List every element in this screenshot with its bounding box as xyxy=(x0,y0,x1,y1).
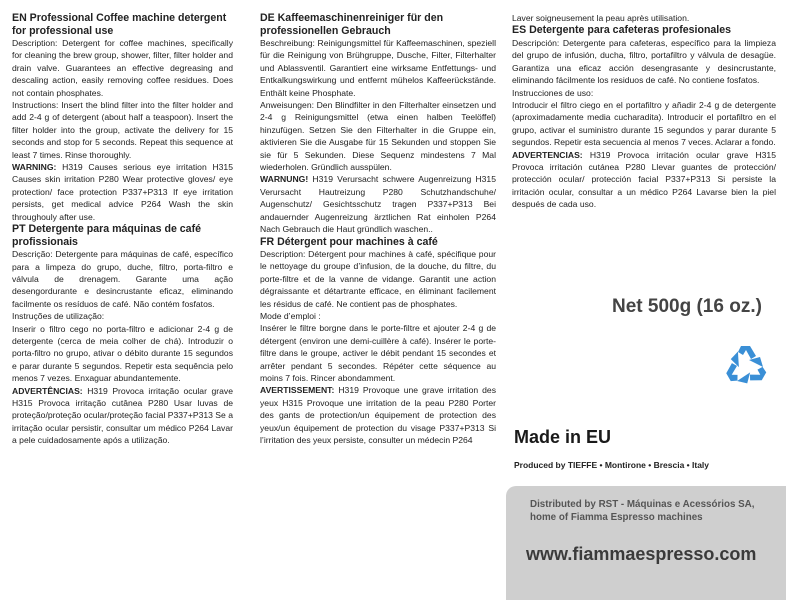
pt-warning-text: H319 Provoca irritação ocular grave H315 Provoca irritação cutânea P280 Usar luvas de proteção/proteção ocular/proteção facial P337+P313 Se a irritação ocular persistir, consultar um médico P264 Lavar a pele cuidadosamente após a utilização. xyxy=(12,385,233,446)
fr-warning-text: H319 Provoque une grave irritation des yeux H315 Provoque une irritation de la peau P280 Porter des gants de protection/un équipement de protection des yeux/un équipement de protection du visage P337+P313 Si l’irritation des yeux persiste, consulter un médecin P264 xyxy=(260,385,496,446)
fr-warning xyxy=(260,384,496,446)
net-weight: Net 500g (16 oz.) xyxy=(612,296,762,317)
fr-instructions-heading: Mode d’emploi : xyxy=(260,311,321,322)
de-warning-label: WARNUNG! xyxy=(260,174,309,185)
es-instructions: Introducir el filtro ciego en el portafiltro y añadir 2-4 g de detergente (aproximadamente media cucharadita). Introducir el portafiltro en el grupo, activar el suministro durante 15 segundos y parar durante 5 segundos. Repetir esta secuencia al menos 7 veces. Aclarar a fondo. xyxy=(512,99,776,148)
en-warning-label: WARNING: xyxy=(12,162,57,173)
website-url: www.fiammaespresso.com xyxy=(526,544,757,564)
fr-continuation: Laver soigneusement la peau après utilisation. xyxy=(512,13,690,23)
recycle-arrow-right xyxy=(737,359,768,389)
en-warning-text: H319 Causes serious eye irritation H315 Causes skin irritation P280 Wear protective gloves/ eye protection/ face protection P337+P313 If eye irritation persists, get medical advice P264 Wash the skin throughouly after use. xyxy=(12,162,233,222)
en-title: EN Professional Coffee machine detergent for professional use xyxy=(12,12,227,37)
fr-instructions: Insérer le filtre borgne dans le porte-filtre et ajouter 2-4 g de détergent (environ une demi-cuillère à café). Insérer le porte-filtre dans le groupe, activer le débit pendant 15 secondes et arrêter pendant 5 secondes. Répéter cette séquence au moins 7 fois. Rincer abondamment. xyxy=(260,323,496,384)
pt-title: PT Detergente para máquinas de café profissionais xyxy=(12,223,201,248)
de-warning xyxy=(260,173,496,235)
column-de-fr xyxy=(260,12,496,447)
es-description: Descripción: Detergente para cafeteras, específico para la limpieza del grupo de infusión, ducha, filtro, portafiltro y válvula de desagüe. Garantiza una eficaz acción desengrasante y desincrustante, eliminando fácilmente los residuos de café. No contiene fosfatos. xyxy=(512,37,776,86)
column-en-pt xyxy=(12,12,233,447)
made-in-label: Made in EU xyxy=(514,427,612,447)
en-warning xyxy=(12,161,233,223)
fr-description: Description: Détergent pour machines à café, spécifique pour le nettoyage du groupe d’infusion, de la douche, du filtre, du porte-filtre et de la vanne de vidange. Garantit une action dégraissante et détartrante efficace, en éliminant facilement les résidus de café. Ne contient pas de phosphates. xyxy=(260,249,496,309)
es-warning xyxy=(512,149,776,211)
de-warning-text: H319 Verursacht schwere Augenreizung H315 Verursacht Hautreizung P280 Schutzhandschuhe/ Augenschutz/ Gesichtsschutz tragen P337+P313 Bei andauernder Augenreizung ärztlichen Rat einholen P264 Nach Gebrauch die Haut gründlich waschen.. xyxy=(260,174,496,235)
recycle-arrows xyxy=(721,346,768,389)
distributor-text: Distributed by RST - Máquinas e Acessórios SA, home of Fiamma Espresso machines xyxy=(530,499,755,523)
en-description: Description: Detergent for coffee machines, specifically for cleaning the brew group, shower, filter, filter holder and drain valve. Guarantees an effective degreasing and descaling action, easily removing coffee residues. Does not contain phosphates. xyxy=(12,38,233,98)
recycle-icon xyxy=(721,339,771,389)
pt-warning xyxy=(12,385,233,447)
es-warning-label: ADVERTENCIAS: xyxy=(512,149,583,160)
de-description: Beschreibung: Reinigungsmittel für Kaffeemaschinen, speziell für die Reinigung von Brühgruppe, Dusche, Filter, Filterhalter und Ablassventil. Garantiert eine wirksame Entfettungs- und Entkalkungswirkung und entfernt mühelos Kaffeerückstände. Enthält keine Phosphate. xyxy=(260,38,496,98)
column-es xyxy=(512,12,776,211)
distributor-panel xyxy=(506,486,786,600)
es-title: ES Detergente para cafeteras profesionales xyxy=(512,24,732,37)
es-warning-text: H319 Provoca irritación ocular grave H315 Provoca irritación cutánea P280 Llevar guantes de protección/ protección ocular/ protección facial P337+P313 Si persiste la irritación ocular, consultar a un médico P264 Lavarse bien la piel después de cada uso. xyxy=(512,149,776,210)
en-instructions: Instructions: Insert the blind filter into the filter holder and add 2-4 g of detergent (about half a teaspoon). Insert the filter holder into the group, activate the delivery for 15 seconds and stop for 5 seconds. Repeat this sequence at least 7 times. Rinse thoroughly. xyxy=(12,100,233,160)
pt-instructions-heading: Instruções de utilização: xyxy=(12,311,105,322)
recycle-arrow-top xyxy=(738,346,763,367)
de-instructions: Anweisungen: Den Blindfilter in den Filterhalter einsetzen und 2-4 g Reinigungsmittel (etwa einen halben Teelöffel) hinzufügen. Setzen Sie den Filterhalter in die Gruppe ein, aktivieren Sie die Ausgabe für 15 Sekunden und stoppen Sie sie für 5 Sekunden. Diese Sequenz mindestens 7 Mal wiederholen. Gründlich ausspülen. xyxy=(260,100,496,173)
pt-instructions: Inserir o filtro cego no porta-filtro e adicionar 2-4 g de detergente (cerca de meia colher de chá). Introduzir o porta-filtro no grupo, ativar o débito durante 15 segundos e parar durante 5 segundos. Repetir esta sequência pelo menos 7 vezes. Enxaguar abundantemente. xyxy=(12,323,233,384)
pt-warning-label: ADVERTÊNCIAS: xyxy=(12,385,83,396)
pt-description: Descrição: Detergente para máquinas de café, específico para a limpeza do grupo, duche, filtro, porta-filtro e válvula de drenagem. Garante uma ação desengordurante e desincrustante eficaz, eliminando facilmente os resíduos de café. Não contém fosfatos. xyxy=(12,249,233,309)
fr-warning-label: AVERTISSEMENT: xyxy=(260,385,335,396)
de-title: DE Kaffeemaschinenreiniger für den professionellen Gebrauch xyxy=(260,12,444,37)
fr-title: FR Détergent pour machines à café xyxy=(260,235,438,248)
producer-line: Produced by TIEFFE • Montirone • Brescia • Italy xyxy=(514,460,710,470)
es-instructions-heading: Instrucciones de uso: xyxy=(512,87,594,98)
